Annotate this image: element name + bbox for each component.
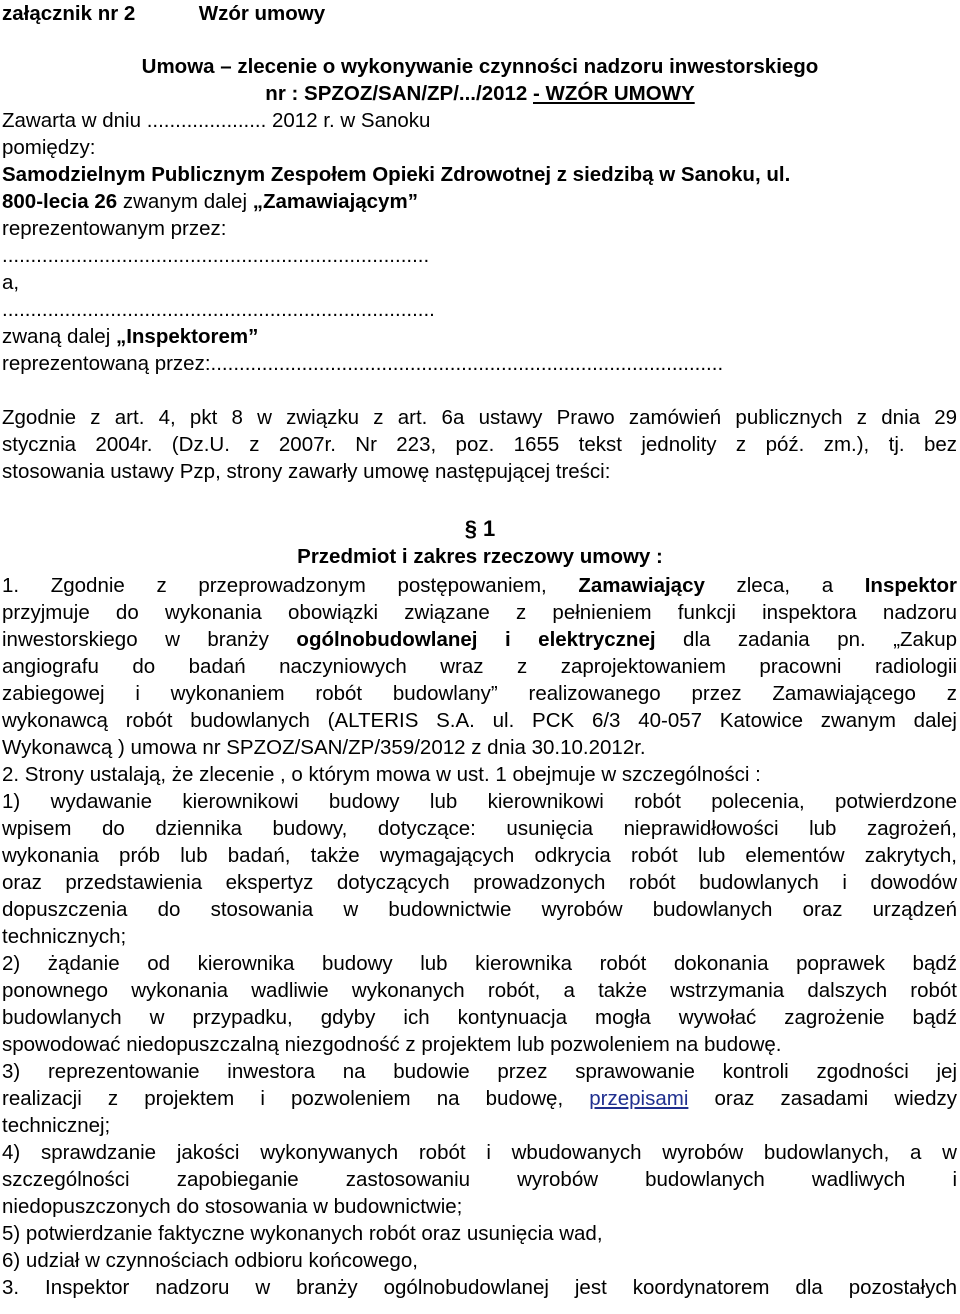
item3-line3: technicznej; <box>2 1114 111 1137</box>
template-label: Wzór umowy <box>198 2 326 25</box>
p1-line1 <box>2 572 957 599</box>
p1-line4: angiografu do badań naczyniowych wraz z zaprojektowaniem pracowni radiologii <box>2 655 957 678</box>
representative-dots: ........................................................................... <box>2 244 430 267</box>
item5-line1: 5) potwierdzanie faktyczne wykonanych robót oraz usunięcia wad, <box>2 1222 603 1245</box>
p1-party-inspector: Inspektor <box>864 574 958 597</box>
item1-line6: technicznych; <box>2 925 127 948</box>
contract-title-line2 <box>0 80 960 107</box>
party1-address: 800-lecia 26 <box>2 190 118 213</box>
party2-dots: ............................................................................ <box>2 298 435 321</box>
party2-called: zwaną dalej <box>2 325 116 348</box>
item3-text: realizacji z projektem i pozwoleniem na budowę, <box>2 1087 590 1110</box>
p1-line3 <box>2 626 957 653</box>
item2-line2: ponownego wykonania wadliwie wykonanych robót, a także wstrzymania dalszych robót <box>2 979 957 1002</box>
p1-text: zleca, a <box>704 574 865 597</box>
p1-trade: ogólnobudowlanej i elektrycznej <box>296 628 656 651</box>
legal-basis-line2: stycznia 2004r. (Dz.U. z 2007r. Nr 223, poz. 1655 tekst jednolity z póź. zm.), tj. bez <box>2 433 957 456</box>
between-line: pomiędzy: <box>2 136 96 159</box>
p2-line1: 2. Strony ustalają, że zlecenie , o którym mowa w ust. 1 obejmuje w szczególności : <box>2 763 761 786</box>
party1-name: „Zamawiającym” <box>252 190 418 213</box>
contract-title-line1: Umowa – zlecenie o wykonywanie czynności nadzoru inwestorskiego <box>141 55 819 78</box>
contract-number: nr : SPZOZ/SAN/ZP/.../2012 <box>265 82 533 105</box>
p1-line2: przyjmuje do wykonania obowiązki związane z pełnieniem funkcji inspektora nadzoru <box>2 601 957 624</box>
p1-text: 1. Zgodnie z przeprowadzonym postępowaniem, <box>2 574 579 597</box>
item3-text: oraz zasadami wiedzy <box>688 1087 957 1110</box>
party2-line <box>2 323 258 350</box>
legal-basis-line3: stosowania ustawy Pzp, strony zawarły umowę następującej treści: <box>2 460 611 483</box>
item1-line4: oraz przedstawienia ekspertyz dotyczących prowadzonych robót budowlanych i dowodów <box>2 871 957 894</box>
item4-line2: szczególności zapobieganie zastosowaniu wyrobów budowlanych wadliwych i <box>2 1168 957 1191</box>
item2-line1: 2) żądanie od kierownika budowy lub kierownika robót dokonania poprawek bądź <box>2 952 957 975</box>
item1-line1: 1) wydawanie kierownikowi budowy lub kierownikowi robót polecenia, potwierdzone <box>2 790 957 813</box>
represented-by2: reprezentowaną przez:.......................................................................................... <box>2 352 724 375</box>
item3-line1: 3) reprezentowanie inwestora na budowie przez sprawowanie kontroli zgodności jej <box>2 1060 957 1083</box>
party1-line1: Samodzielnym Publicznym Zespołem Opieki Zdrowotnej z siedzibą w Sanoku, ul. <box>2 163 791 186</box>
p3-line1: 3. Inspektor nadzoru w branży ogólnobudowlanej jest koordynatorem dla pozostałych <box>2 1276 957 1299</box>
section-number: § 1 <box>464 516 496 541</box>
concluded-line: Zawarta w dniu ..................... 2012 r. w Sanoku <box>2 109 431 132</box>
item2-line4: spowodować niedopuszczalną niezgodność z projektem lub pozwoleniem na budowę. <box>2 1033 782 1056</box>
p1-text: dla zadania pn. „Zakup <box>655 628 957 651</box>
p1-party-ordering: Zamawiający <box>578 574 705 597</box>
item1-line2: wpisem do dziennika budowy, dotyczące: usunięcia nieprawidłowości lub zagrożeń, <box>2 817 957 840</box>
party2-name: „Inspektorem” <box>115 325 259 348</box>
item6-line1: 6) udział w czynnościach odbioru końcowego, <box>2 1249 418 1272</box>
p1-line6: wykonawcą robót budowlanych (ALTERIS S.A. ul. PCK 6/3 40-057 Katowice zwanym dalej <box>2 709 957 732</box>
header-line <box>2 0 325 27</box>
item3-line2 <box>2 1085 957 1112</box>
and-line: a, <box>2 271 20 294</box>
p1-line5: zabiegowej i wykonaniem robót budowlany” realizowanego przez Zamawiającego z <box>2 682 957 705</box>
item4-line3: niedopuszczonych do stosowania w budownictwie; <box>2 1195 463 1218</box>
regulations-link[interactable]: przepisami <box>589 1087 689 1110</box>
attachment-label: załącznik nr 2 <box>2 2 136 25</box>
party1-line2 <box>2 188 418 215</box>
represented-by: reprezentowanym przez: <box>2 217 227 240</box>
item1-line3: wykonania prób lub badań, także wymagających odkrycia robót lub elementów zakrytych, <box>2 844 957 867</box>
item2-line3: budowlanych w przypadku, gdyby ich kontynuacja mogła wywołać zagrożenie bądź <box>2 1006 957 1029</box>
p1-line7: Wykonawcą ) umowa nr SPZOZ/SAN/ZP/359/2012 z dnia 30.10.2012r. <box>2 736 646 759</box>
party1-called: zwanym dalej <box>117 190 253 213</box>
p1-text: inwestorskiego w branży <box>2 628 297 651</box>
section-heading: Przedmiot i zakres rzeczowy umowy : <box>297 545 663 568</box>
legal-basis-line1: Zgodnie z art. 4, pkt 8 w związku z art. 6a ustawy Prawo zamówień publicznych z dnia 29 <box>2 406 957 429</box>
item4-line1: 4) sprawdzanie jakości wykonywanych robót i wbudowanych wyrobów budowlanych, a w <box>2 1141 957 1164</box>
item1-line5: dopuszczenia do stosowania w budownictwie wyrobów budowlanych oraz urządzeń <box>2 898 957 921</box>
template-marker: - WZÓR UMOWY <box>533 82 695 105</box>
